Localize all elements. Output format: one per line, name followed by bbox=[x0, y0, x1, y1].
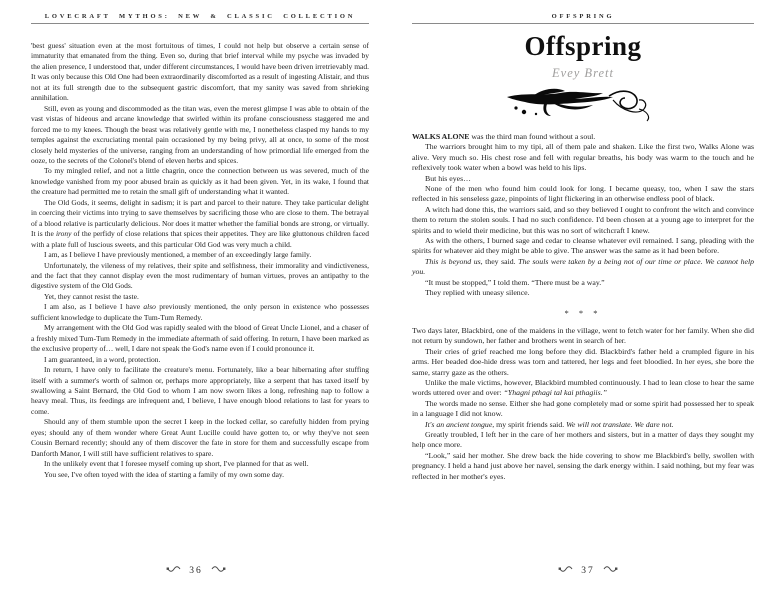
paragraph bbox=[412, 430, 754, 451]
floral-ornament-icon bbox=[412, 84, 754, 124]
left-page-footer bbox=[0, 565, 392, 576]
text-run: As with the others, I burned sage and cedar to cleanse whatever evil remained. I sang, pleading with the spirits for whatever aid they might be able to give. The answer was the same as it had been before. bbox=[412, 236, 754, 256]
paragraph bbox=[412, 378, 754, 399]
left-running-head: LOVECRAFT MYTHOS: NEW & CLASSIC COLLECTION bbox=[44, 13, 356, 20]
right-page bbox=[392, 0, 784, 600]
paragraph bbox=[412, 451, 754, 482]
paragraph bbox=[31, 365, 369, 417]
paragraph bbox=[31, 459, 369, 469]
paragraph bbox=[31, 166, 369, 197]
text-run: It's an ancient tongue bbox=[425, 419, 493, 429]
paragraph bbox=[412, 399, 754, 420]
text-run: Unlike the male victims, however, Blackbird mumbled continuously. I had to lean close to hear the same words uttered over and over: bbox=[412, 377, 754, 398]
text-run: They replied with uneasy silence. bbox=[425, 288, 530, 298]
story-author: Evey Brett bbox=[552, 66, 614, 80]
paragraph bbox=[412, 142, 754, 173]
paragraph bbox=[412, 257, 754, 278]
paragraph bbox=[412, 174, 754, 184]
text-run: The warriors brought him to my tipi, all of them pale and shaken. Like the first two, Walks Alone was alive. Very much so. His chest rose and fell with regular breaths, his body was warm to the touch and he reflexively took water when a bowl was held to his lips. bbox=[412, 142, 754, 173]
text-run: also bbox=[143, 302, 156, 312]
paragraph bbox=[31, 198, 369, 250]
text-run: The words made no sense. Either she had gone completely mad or some spirit had possessed her to speak in a language I did not know. bbox=[412, 398, 754, 419]
text-run: Unfortunately, the vileness of my relatives, their spite and selfishness, their immorality and vindictiveness, and the fact that they cannot display even the most rudimentary of human virtues, proves an antipathy to the digestive system of the Old Gods. bbox=[31, 260, 369, 291]
text-run: Greatly troubled, I left her in the care of her mothers and sisters, but in a matter of days they sought my help once more. bbox=[412, 429, 754, 450]
text-run: “It must be stopped,” I told them. “There must be a way.” bbox=[425, 277, 605, 287]
paragraph bbox=[412, 132, 754, 142]
right-running-head: OFFSPRING bbox=[551, 13, 615, 20]
text-run: None of the men who found him could look for long. I became queasy, too, when I saw the stars reflected in his senseless gaze, pinpoints of light flickering in an otherwise endless pool of black. bbox=[412, 184, 754, 204]
paragraph bbox=[31, 302, 369, 323]
paragraph bbox=[31, 355, 369, 365]
paragraph bbox=[31, 470, 369, 480]
text-run: This is beyond us bbox=[425, 256, 481, 266]
text-run: The Old Gods, it seems, delight in sadism; it is part and parcel to their nature. They take particular delight in coercing their victims into trying to save themselves by sacrificing those who are close to them. The betrayal of a blood relative is particularly delicious. Nor does it matter whether the familial bonds are strong, or virtually. It is the bbox=[31, 197, 369, 239]
right-page-section-1 bbox=[412, 132, 754, 299]
right-page-section-2 bbox=[412, 326, 754, 482]
paragraph bbox=[412, 420, 754, 430]
paragraph bbox=[412, 288, 754, 298]
text-run: Should any of them stumble upon the secret I keep in the locked cellar, so carefully hidden from prying eyes; should any of them wonder where Great Aunt Lucille could have gotten to, or why they've not seen Cousin Bernard recently; should any of them discover the fate in store for them and successfully escape from Danforth Manor, I will still have sufficient relatives to spare. bbox=[31, 417, 369, 458]
paragraph bbox=[31, 250, 369, 260]
text-run: WALKS ALONE bbox=[412, 132, 470, 141]
right-head-rule bbox=[412, 23, 754, 24]
paragraph bbox=[412, 236, 754, 257]
text-run: irony bbox=[55, 229, 72, 239]
footer-flourish-icon bbox=[558, 565, 573, 575]
story-title-block bbox=[412, 32, 754, 124]
paragraph bbox=[412, 326, 754, 347]
text-run: I am, as I believe I have previously mentioned, a member of an exceedingly large family. bbox=[44, 250, 312, 260]
text-run: I am guaranteed, in a word, protection. bbox=[44, 354, 161, 364]
paragraph bbox=[31, 104, 369, 167]
paragraph bbox=[31, 41, 369, 104]
paragraph bbox=[31, 292, 369, 302]
footer-flourish-icon bbox=[603, 565, 618, 575]
text-run: Two days later, Blackbird, one of the maidens in the village, went to fetch water for her family. When she did not return by sundown, her father and brothers went in search of her. bbox=[412, 325, 754, 346]
text-run: In return, I have only to facilitate the creature's menu. Fortunately, like a bear hibernating after stuffing itself with a summer's worth of salmon or, perhaps more appropriately, like a serpent that has taxed itself by swallowing a Saint Bernard, the Old God to whom I am now sworn likes a long, refreshing nap to follow a heavy meal. Thus, its feedings are infrequent and, I believe, I have enough blood relations to last for years to come. bbox=[31, 365, 369, 416]
right-page-body bbox=[412, 132, 754, 482]
text-run: A witch had done this, the warriors said, and so they believed I ought to confront the witch and convince them to return the stolen souls. I had no such confidence. I'd been chosen at a young age to interpret for the spirits and to wield their medicine, but this was no sort of witchcraft I knew. bbox=[412, 204, 754, 235]
text-run: Still, even as young and discommoded as the titan was, even the merest glimpse I was able to obtain of the vast vistas of hideous and arcane knowledge that swirled within its profane consciousness staggered me and forced me to my knees. Though the beast was relatively gentle with me, I nonetheless clasped my hands to my temples against the excruciating mental pain occasioned by my being privy, all at once, to some of the most closely held mysteries of the universe, ranging from an understanding of how primordial life emerged from the ooze, to the secrets of the Colonel's blend of eleven herbs and spices. bbox=[31, 103, 369, 165]
left-head-rule bbox=[31, 23, 369, 24]
text-run: You see, I've often toyed with the idea of starting a family of my own some day. bbox=[44, 469, 285, 479]
text-run: The souls were taken by a being not of our time or place. We cannot help you. bbox=[412, 256, 755, 277]
right-page-number: 37 bbox=[581, 566, 595, 576]
text-run: “Yhagni pthagi tal kai pthagiis.” bbox=[503, 388, 607, 398]
story-title: Offspring bbox=[524, 31, 642, 61]
text-run: I am also, as I believe I have bbox=[44, 302, 144, 312]
left-page-number: 36 bbox=[189, 566, 203, 576]
footer-flourish-icon bbox=[166, 565, 181, 575]
text-run: previously mentioned, the only person in existence who possesses sufficient knowledge to duplicate the Tum-Tum Remedy. bbox=[31, 302, 370, 322]
paragraph bbox=[412, 184, 754, 205]
text-run: “Look,” said her mother. She drew back the hide covering to show me Blackbird's belly, swollen with pregnancy. I held a hand just above her navel, sensing the dark energy within. I said nothing, but my fear was reflected in her mother's eyes. bbox=[412, 450, 754, 481]
text-run: of the perfidy of close relations that spices their appetites. They are like gluttonous children faced with a plate full of luscious sweets, and this particular Old God was very much a child. bbox=[31, 229, 370, 249]
text-run: But his eyes… bbox=[425, 173, 471, 183]
right-page-footer bbox=[392, 565, 784, 576]
left-page-body bbox=[31, 41, 369, 480]
text-run: Their cries of grief reached me long before they did. Blackbird's father held a crumpled figure in his arms. Her beaded doe-hide dress was torn and tattered, her legs and feet bloodied. In her eyes, she bore the same, starry gaze as the others. bbox=[412, 346, 754, 377]
text-run: My arrangement with the Old God was rapidly sealed with the blood of Great Uncle Lionel, and a chaser of a freshly mixed Tum-Tum Remedy in the immediate aftermath of said offering. In return, I have been marked as the exclusive property of… well, I dare not speak the God's name even if I could pronounce it. bbox=[31, 323, 369, 354]
text-run: To my mingled relief, and not a little chagrin, once the connection between us was severed, much of the knowledge vanished from my poor abused brain as quickly as it had been given. Yet, in its wake, I found that the creature had permitted me to retain the small gift of understanding what it wanted. bbox=[31, 166, 369, 197]
paragraph bbox=[31, 261, 369, 292]
text-run: In the unlikely event that I foresee myself coming up short, I've planned for that as well. bbox=[44, 459, 309, 469]
paragraph bbox=[412, 205, 754, 236]
text-run: , they said. bbox=[480, 256, 519, 266]
text-run: Yet, they cannot resist the taste. bbox=[44, 291, 139, 301]
text-run: We will not translate. We dare not. bbox=[566, 419, 674, 429]
paragraph bbox=[412, 347, 754, 378]
footer-flourish-icon bbox=[211, 565, 226, 575]
text-run: 'best guess' situation even at the most fortuitous of times, I could not help but observe a certain sense of immaturity that emanated from the thing. Even so, during that brief interval while my psyche was invaded by the alien presence, I understood that, under different circumstances, I would have been driven irretrievably mad. It was only because this Old One had been extraordinarily discomforted as a result of ingesting Alistair, and thus not at its full strength due to the subsequent gastric discomfort, that my sanity was saved from shrieking annihilation. bbox=[31, 41, 369, 103]
paragraph bbox=[412, 278, 754, 288]
text-run: was the third man found without a soul. bbox=[469, 132, 596, 141]
text-run: , my spirit friends said. bbox=[492, 419, 567, 429]
paragraph bbox=[31, 323, 369, 354]
scene-break-divider: * * * bbox=[564, 307, 602, 318]
paragraph bbox=[31, 417, 369, 459]
